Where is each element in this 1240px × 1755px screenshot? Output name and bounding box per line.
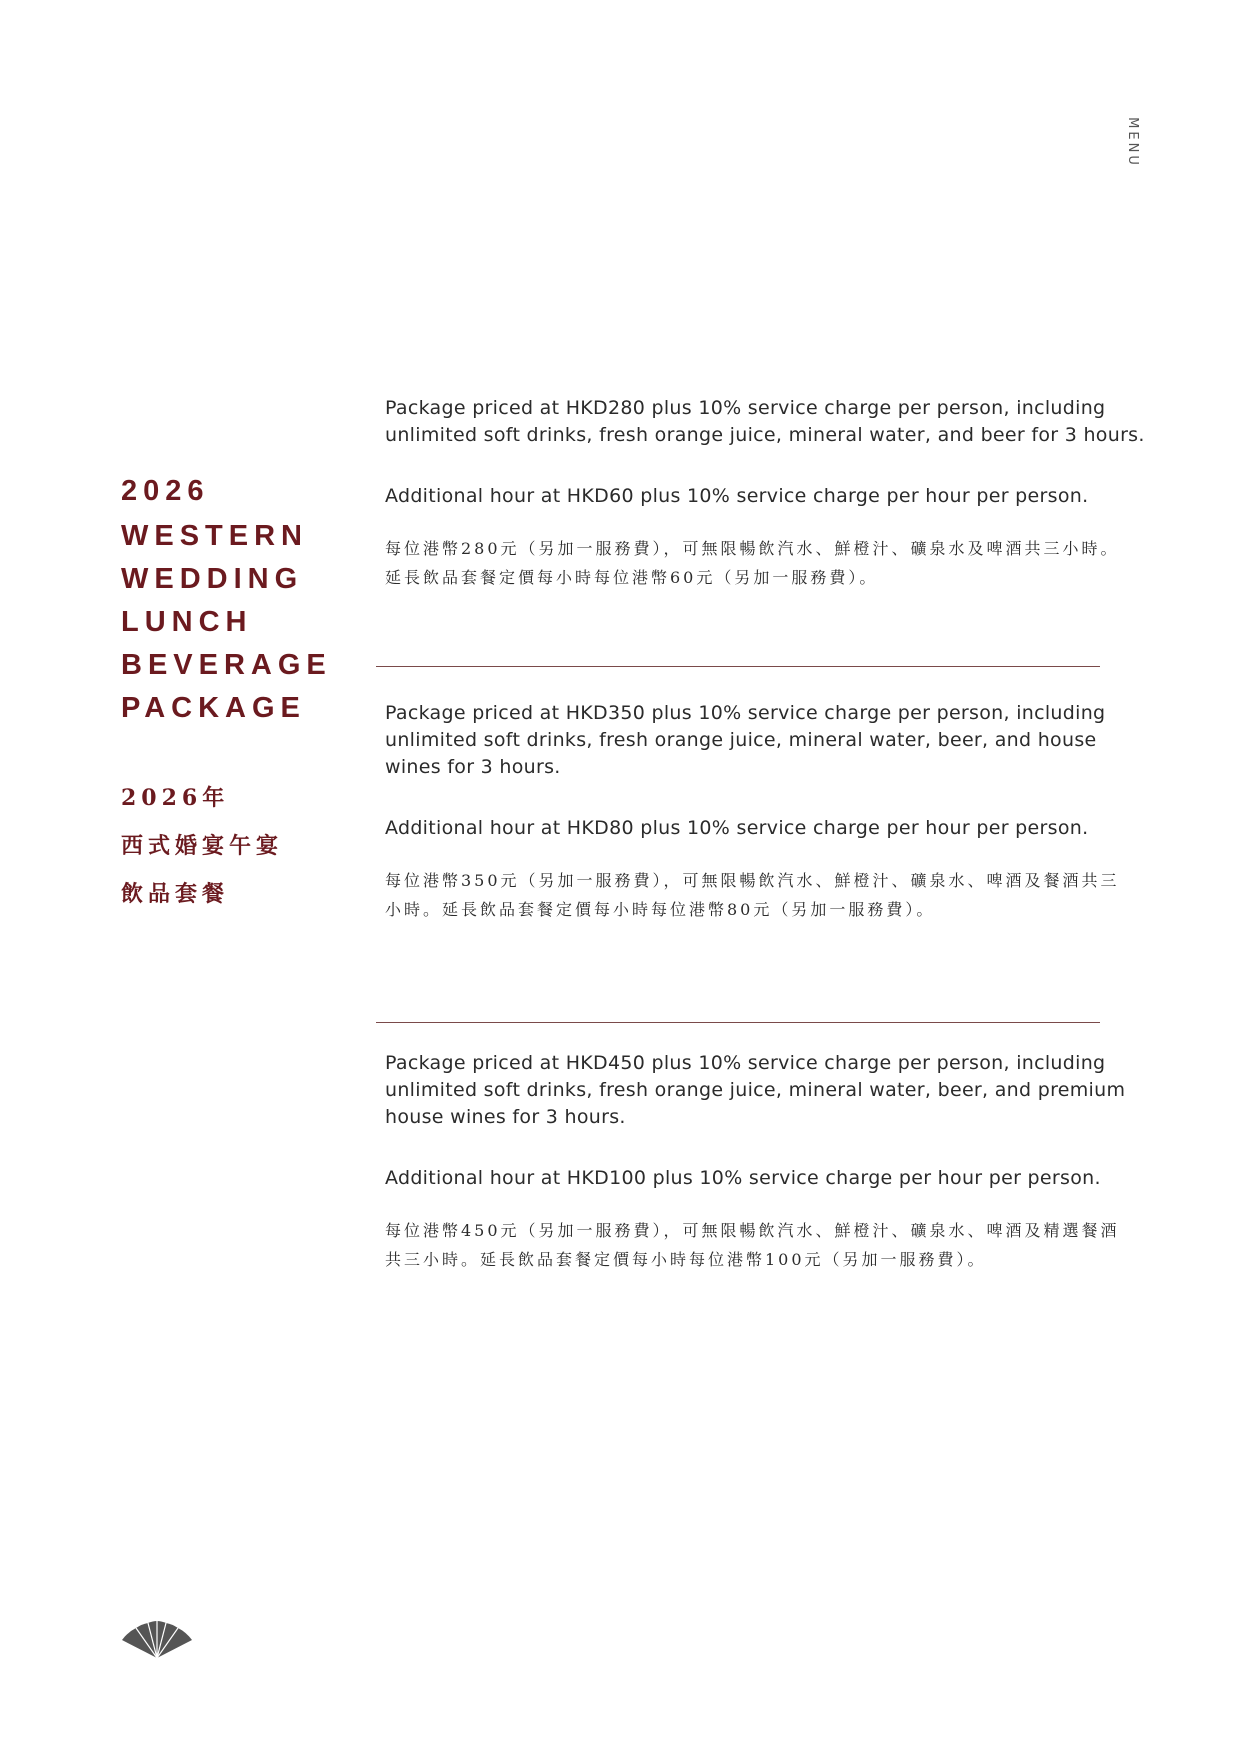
package-3-additional-hour: Additional hour at HKD100 plus 10% service charge per hour per person. — [385, 1167, 1101, 1189]
title-line-5: PACKAGE — [121, 692, 306, 724]
package-list — [385, 395, 1145, 1274]
package-2-additional-hour: Additional hour at HKD80 plus 10% service charge per hour per person. — [385, 817, 1089, 839]
divider-1 — [376, 666, 1100, 667]
package-1-chinese-description: 每位港幣280元（另加一服務費），可無限暢飲汽水、鮮橙汁、礦泉水及啤酒共三小時。延長飲品套餐定價每小時每位港幣60元（另加一服務費）。 — [385, 539, 1120, 587]
package-1-additional-hour: Additional hour at HKD60 plus 10% service charge per hour per person. — [385, 485, 1089, 507]
title-line-2: WEDDING — [121, 563, 304, 595]
menu-label-text: MENU — [1124, 116, 1140, 168]
package-1-description: Package priced at HKD280 plus 10% service charge per person, including unlimited soft drinks, fresh orange juice, mineral water, and beer for 3 hours. — [385, 397, 1145, 446]
title-line-3: LUNCH — [121, 606, 253, 638]
package-3-description: Package priced at HKD450 plus 10% service charge per person, including unlimited soft drinks, fresh orange juice, mineral water, beer, and premium house wines for 3 hours. — [385, 1052, 1126, 1128]
chinese-title — [121, 774, 283, 918]
chinese-title-line-3: 飲品套餐 — [121, 881, 230, 907]
title-line-4: BEVERAGE — [121, 649, 332, 681]
chinese-title-line-2: 西式婚宴午宴 — [121, 833, 284, 859]
fan-logo-icon — [120, 1618, 194, 1660]
package-2-chinese-description: 每位港幣350元（另加一服務費），可無限暢飲汽水、鮮橙汁、礦泉水、啤酒及餐酒共三小時。延長飲品套餐定價每小時每位港幣80元（另加一服務費）。 — [385, 871, 1120, 919]
package-3-chinese-description: 每位港幣450元（另加一服務費），可無限暢飲汽水、鮮橙汁、礦泉水、啤酒及精選餐酒共三小時。延長飲品套餐定價每小時每位港幣100元（另加一服務費）。 — [385, 1221, 1120, 1269]
package-2-description: Package priced at HKD350 plus 10% service charge per person, including unlimited soft drinks, fresh orange juice, mineral water, beer, and house wines for 3 hours. — [385, 702, 1106, 778]
page-title — [121, 470, 361, 730]
package-1 — [385, 395, 1145, 700]
title-line-1: WESTERN — [121, 520, 308, 552]
package-3 — [385, 1050, 1145, 1274]
chinese-title-line-1: 2026年 — [121, 785, 230, 811]
divider-2 — [376, 1022, 1100, 1023]
package-2 — [385, 700, 1145, 1050]
title-year: 2026 — [121, 475, 210, 507]
side-menu-label — [1122, 112, 1142, 172]
